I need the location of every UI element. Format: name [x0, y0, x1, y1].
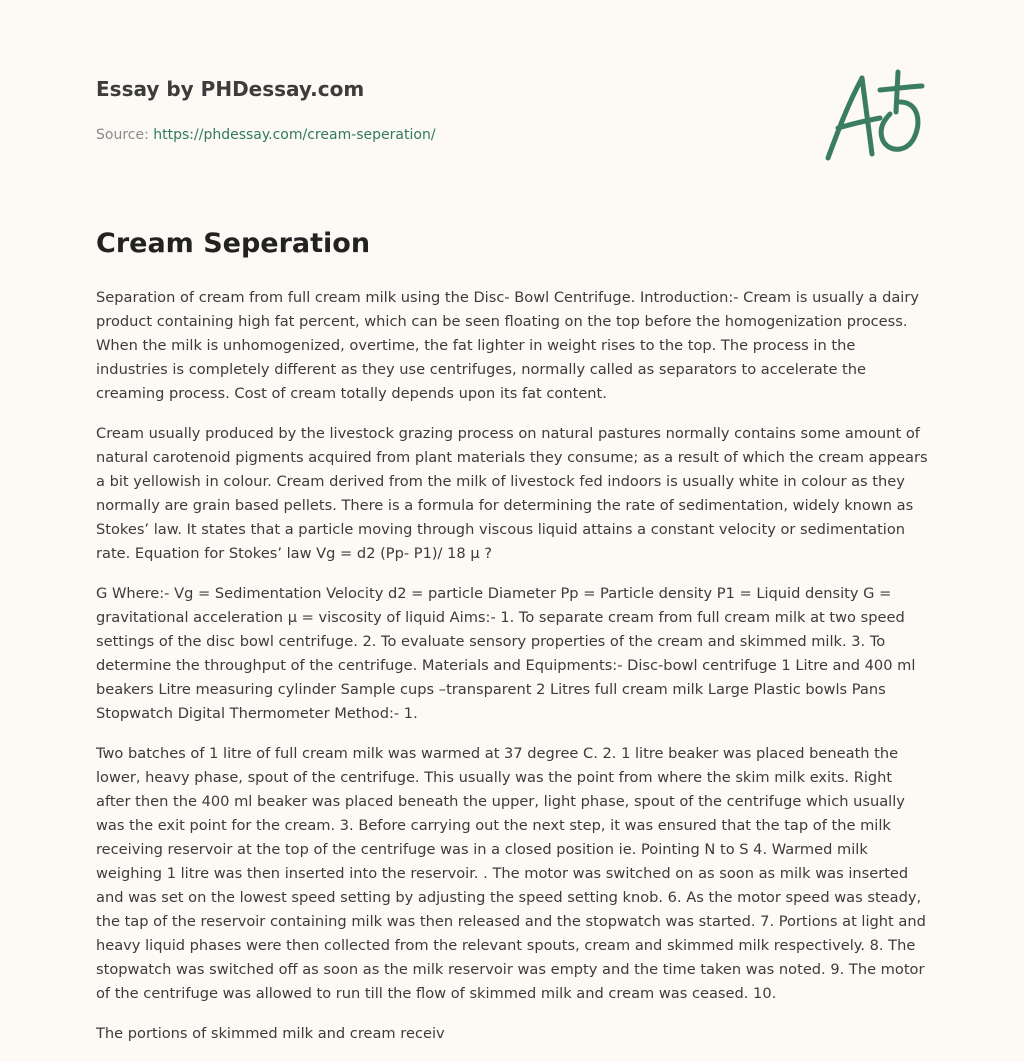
source-line [96, 125, 796, 145]
source-link[interactable]: https://phdessay.com/cream-seperation/ [153, 127, 436, 143]
article-paragraph: Separation of cream from full cream milk using the Disc- Bowl Centrifuge. Introduction:- Cream is usually a dairy product containing high fat percent, which can be seen floating on the top before the homogenization process. When the milk is unhomogenized, overtime, the fat lighter in weight rises to the top. The process in the industries is completely different as they use centrifuges, normally called as separators to accelerate the creaming process. Cost of cream totally depends upon its fat content. [96, 289, 919, 402]
article-paragraph: Cream usually produced by the livestock grazing process on natural pastures normally contains some amount of natural carotenoid pigments acquired from plant materials they consume; as a result of which the cream appears a bit yellowish in colour. Cream derived from the milk of livestock fed indoors is usually white in colour as they normally are grain based pellets. There is a formula for determining the rate of sedimentation, widely known as Stokes’ law. It states that a particle moving through viscous liquid attains a constant velocity or sedimentation rate. Equation for Stokes’ law Vg = d2 (Pp- P1)/ 18 μ ? [96, 425, 928, 562]
a-plus-logo-icon [818, 66, 930, 166]
source-label: Source: [96, 127, 154, 143]
article-paragraph: Two batches of 1 litre of full cream milk was warmed at 37 degree C. 2. 1 litre beaker was placed beneath the lower, heavy phase, spout of the centrifuge. This usually was the point from where the skim milk exits. Right after then the 400 ml beaker was placed beneath the upper, light phase, spout of the centrifuge which usually was the exit point for the cream. 3. Before carrying out the next step, it was ensured that the tap of the milk receiving reservoir at the top of the centrifuge was in a closed position ie. Pointing N to S 4. Warmed milk weighing 1 litre was then inserted into the reservoir. . The motor was switched on as soon as milk was inserted and was set on the lowest speed setting by adjusting the speed setting knob. 6. As the motor speed was steady, the tap of the reservoir containing milk was then released and the stopwatch was started. 7. Portions at light and heavy liquid phases were then collected from the relevant spouts, cream and skimmed milk respectively. 8. The stopwatch was switched off as soon as the milk reservoir was empty and the time taken was noted. 9. The motor of the centrifuge was allowed to run till the flow of skimmed milk and cream was ceased. 10. [96, 745, 926, 1002]
article-paragraph: G Where:- Vg = Sedimentation Velocity d2 = particle Diameter Pp = Particle density P1 = Liquid density G = gravitational acceleration μ = viscosity of liquid Aims:- 1. To separate cream from full cream milk at two speed settings of the disc bowl centrifuge. 2. To evaluate sensory properties of the cream and skimmed milk. 3. To determine the throughput of the centrifuge. Materials and Equipments:- Disc-bowl centrifuge 1 Litre and 400 ml beakers Litre measuring cylinder Sample cups –transparent 2 Litres full cream milk Large Plastic bowls Pans Stopwatch Digital Thermometer Method:- 1. [96, 585, 916, 722]
brand-title: Essay by PHDessay.com [96, 77, 365, 101]
page-header [96, 74, 796, 145]
article-body [96, 286, 930, 1062]
article-paragraph: The portions of skimmed milk and cream receiv [96, 1025, 445, 1042]
page-title: Cream Seperation [96, 228, 371, 259]
